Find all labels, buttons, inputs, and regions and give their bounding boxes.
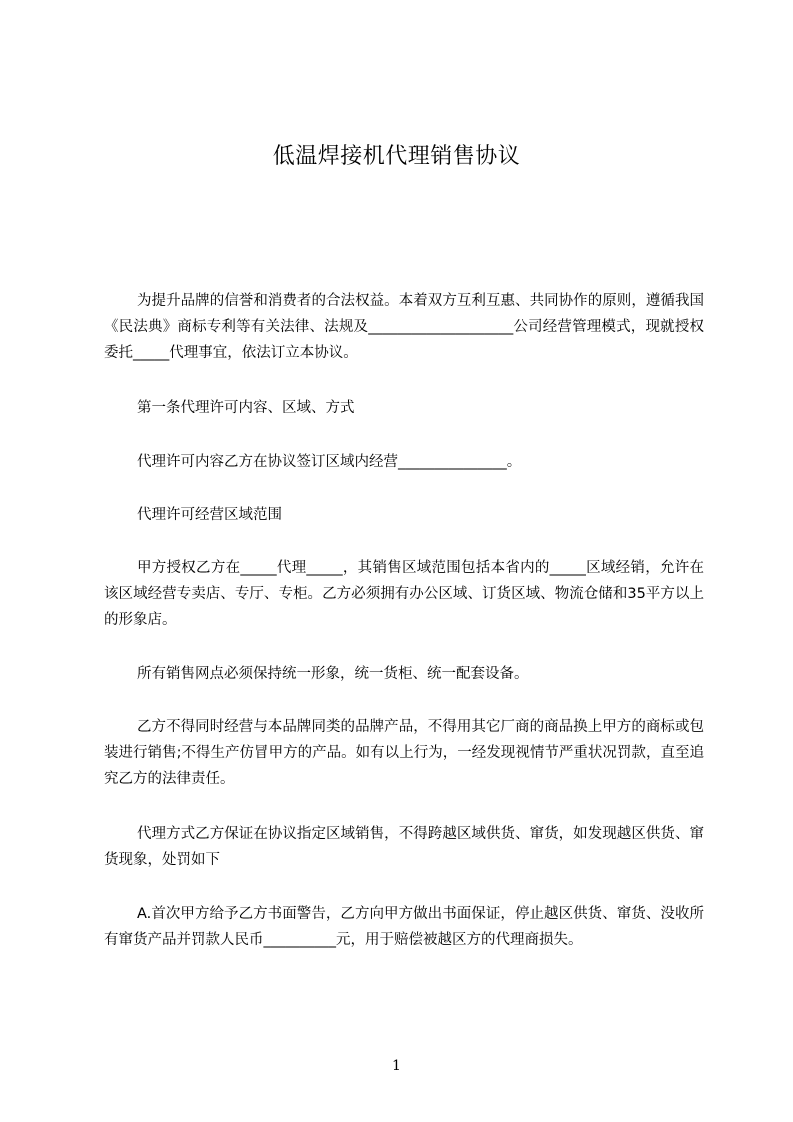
- page-number: 1: [392, 1058, 401, 1074]
- license-content-paragraph: 代理许可内容乙方在协议签订区域内经营_______________。: [137, 454, 522, 470]
- document-title: 低温焊接机代理销售协议: [272, 144, 521, 169]
- penalty-a-paragraph: A.首次甲方给予乙方书面警告，乙方向甲方做出书面保证，停止越区供货、窜货、没收所有窜货产品并罚款人民币__________元，用于赔偿被越区方的代理商损失。: [104, 906, 704, 948]
- intro-paragraph: 为提升品牌的信誉和消费者的合法权益。本着双方互利互惠、共同协作的原则，遵循我国《民法典》商标专利等有关法律、法规及____________________公司经营管理模式，现就授权委托_____代理事宜，依法订立本协议。: [104, 293, 704, 361]
- license-region-heading: 代理许可经营区域范围: [137, 507, 282, 523]
- article-one-heading: 第一条代理许可内容、区域、方式: [137, 400, 355, 416]
- agency-method-paragraph: 代理方式乙方保证在协议指定区域销售，不得跨越区域供货、窜货，如发现越区供货、窜货现象，处罚如下: [104, 826, 704, 868]
- authorization-paragraph: 甲方授权乙方在_____代理_____，其销售区域范围包括本省内的_____区域经销，允许在该区域经营专卖店、专厅、专柜。乙方必须拥有办公区域、订货区域、物流仓储和35平方以上的形象店。: [104, 560, 704, 628]
- exclusivity-paragraph: 乙方不得同时经营与本品牌同类的品牌产品，不得用其它厂商的商品换上甲方的商标或包装进行销售;不得生产仿冒甲方的产品。如有以上行为，一经发现视情节严重状况罚款，直至追究乙方的法律责任。: [104, 719, 704, 787]
- unified-image-paragraph: 所有销售网点必须保持统一形象，统一货柜、统一配套设备。: [137, 666, 529, 682]
